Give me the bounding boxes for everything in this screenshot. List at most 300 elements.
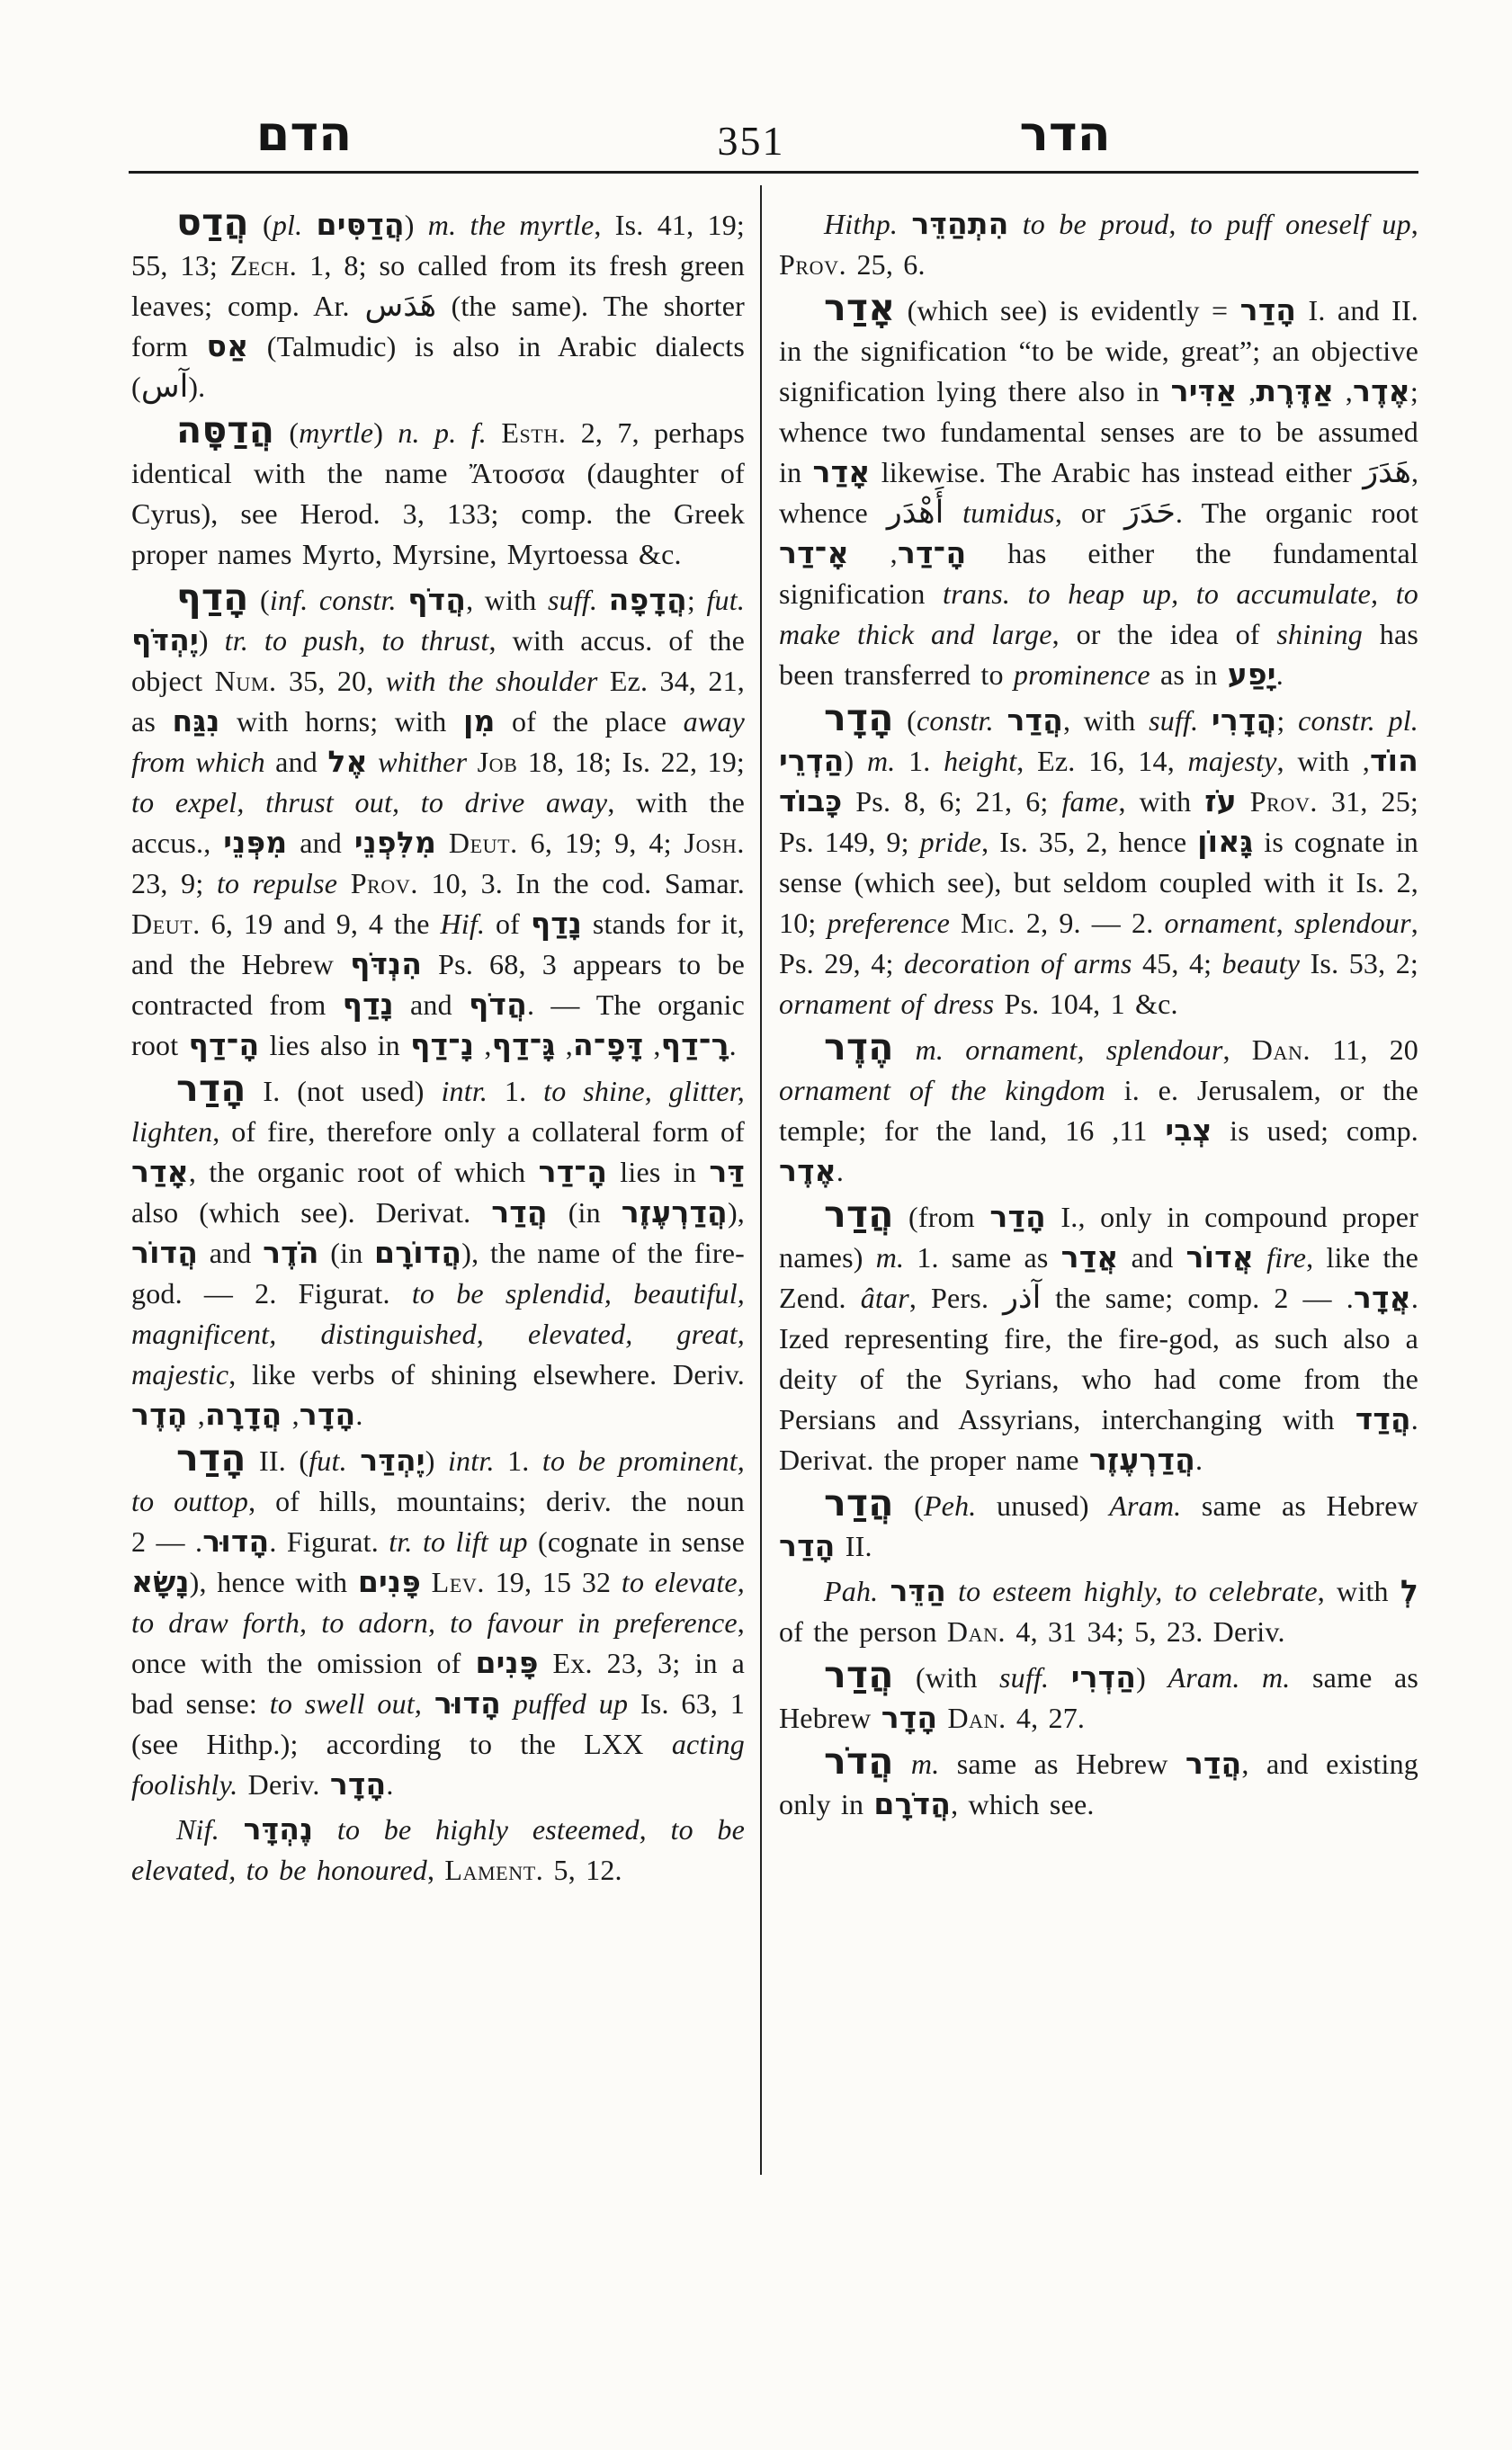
hebrew-text: אָדַר — [812, 454, 871, 489]
text-run: with the shoulder — [385, 665, 598, 697]
text-run: 45, 4; — [1132, 947, 1222, 979]
arabic-text: هَدَس — [364, 288, 437, 324]
text-run — [368, 746, 378, 778]
text-run: same as Hebrew — [779, 1661, 1418, 1734]
text-run: of the place — [495, 705, 684, 738]
hebrew-text: הֲדוֹר — [131, 1235, 199, 1270]
text-run: ornament of dress — [779, 988, 995, 1020]
hebrew-text: הַדְרִי — [1070, 1659, 1137, 1694]
text-run: ( — [248, 209, 273, 241]
header-rule — [129, 171, 1418, 174]
hebrew-text: הָדַר — [779, 1528, 836, 1563]
hebrew-text: דָּפָ־ה — [572, 1027, 644, 1062]
text-run — [1237, 785, 1250, 818]
text-run: Dan. — [947, 1702, 1007, 1734]
text-run: ), hence with — [189, 1566, 358, 1598]
text-run: 35, 20, — [276, 665, 386, 697]
text-run — [994, 704, 1007, 737]
left-column — [131, 200, 745, 1891]
text-run — [1254, 1241, 1266, 1274]
text-run: (in — [547, 1196, 622, 1229]
dictionary-entry — [779, 1192, 1418, 1480]
text-run: ornament of the kingdom — [779, 1074, 1105, 1106]
text-run: 18, 18; Is. 22, 19; — [517, 746, 746, 778]
text-run: fut. — [706, 584, 746, 616]
text-run: away from which — [131, 705, 745, 778]
text-run: has been transferred to — [779, 618, 1418, 691]
hebrew-text: הֶדֶר — [131, 1397, 188, 1432]
text-run — [337, 867, 351, 899]
dictionary-entry — [131, 1435, 745, 1805]
text-run: to expel, thrust out, to drive away — [131, 786, 608, 818]
hebrew-text: הֹדֶר — [263, 1235, 319, 1270]
hebrew-text: כָּבוֹד — [779, 783, 843, 818]
hebrew-text: אַס — [206, 328, 249, 363]
text-run: intr. — [441, 1075, 488, 1107]
text-run — [219, 1813, 244, 1846]
text-run — [436, 827, 449, 859]
text-run: Pah. — [824, 1575, 879, 1607]
dictionary-entry — [131, 200, 745, 407]
hebrew-text: הָדוּר — [434, 1685, 501, 1721]
text-run: Mic. — [961, 907, 1015, 939]
hebrew-text: הָדוּר — [202, 1524, 270, 1559]
text-run: Ps. 104, 1 &c. — [994, 988, 1178, 1020]
text-run: Num. — [214, 665, 277, 697]
text-run: , with the accus., — [131, 786, 746, 859]
text-run: , with — [466, 584, 548, 616]
text-run: shining — [1276, 618, 1364, 650]
text-run: 4, 27. — [1006, 1702, 1086, 1734]
text-run: , — [1222, 1033, 1252, 1066]
hebrew-text: הֲדַר — [1185, 1746, 1242, 1781]
text-run: Is. 53, 2; — [1300, 947, 1418, 979]
hebrew-text: יֶהְדֹּף — [131, 622, 199, 657]
text-run: . — 2. Figurat. — [131, 1525, 389, 1558]
hebrew-text: אָדַר — [131, 1154, 189, 1189]
dictionary-entry — [779, 1739, 1418, 1825]
text-run: of the person — [779, 1615, 947, 1648]
text-run: Prov. — [779, 248, 847, 281]
text-run: to esteem highly, to celebrate — [958, 1575, 1318, 1607]
text-run: , the organic root of which — [188, 1156, 539, 1188]
hebrew-text: הֲדַד — [1355, 1401, 1411, 1436]
hebrew-text: הִנְדֹּף — [350, 946, 423, 981]
hebrew-text: אֶדֶר — [779, 1153, 837, 1188]
text-run: Deut. — [448, 827, 518, 859]
hebrew-text: נִגַּח — [172, 703, 220, 738]
text-run: I., only in compound proper names) — [779, 1201, 1418, 1274]
dictionary-entry — [779, 1652, 1418, 1739]
text-run — [950, 907, 961, 939]
text-run: Nif. — [176, 1813, 219, 1846]
text-run: , and existing only in — [779, 1748, 1419, 1820]
text-run: Hif. — [440, 908, 486, 940]
text-run: and — [393, 988, 469, 1021]
text-run: unused) — [976, 1489, 1110, 1522]
hebrew-text: הֲדַרְעֶזֶר — [1088, 1442, 1196, 1477]
text-run: Aram. m. — [1168, 1661, 1291, 1694]
hebrew-text: גָּ־דַף — [491, 1027, 556, 1062]
text-run: , or — [1054, 496, 1124, 529]
hebrew-text: רָ־דַף — [660, 1027, 729, 1062]
text-run: , which see. — [951, 1788, 1095, 1820]
text-run: ) — [373, 416, 398, 449]
arabic-text: آذر — [1003, 1280, 1042, 1316]
text-run: lies in — [607, 1156, 710, 1188]
hebrew-text: הָדַר — [176, 1436, 246, 1480]
text-run: Zech. — [229, 249, 298, 282]
text-run: is cognate in sense (which see), but seldom coupled with it Is. 2, 10; — [779, 826, 1418, 939]
text-run: to elevate, to draw forth, to adorn, to favour in preference — [131, 1566, 746, 1639]
text-run: to be splendid, beautiful, magnificent, distinguished, elevated, great, majestic — [131, 1277, 745, 1390]
hebrew-text: הָדָר — [881, 1700, 938, 1735]
text-run: likewise. The Arabic has instead either — [870, 456, 1364, 488]
hebrew-text: הָדָר — [824, 696, 894, 739]
hebrew-text: הֲדַר — [824, 1481, 894, 1525]
text-run: 2, 7, perhaps identical with the name — [131, 416, 745, 489]
text-run: , — [555, 1029, 573, 1061]
hebrew-text: הֲדַר — [491, 1194, 548, 1229]
text-run — [422, 1687, 434, 1720]
text-run: 5, 12. — [543, 1854, 622, 1886]
hebrew-text: הָדַף — [176, 576, 249, 619]
text-run: , — [1362, 745, 1370, 777]
hebrew-text: הָדָר — [299, 1397, 356, 1432]
text-run: ( — [274, 416, 300, 449]
text-run — [1008, 208, 1022, 240]
hebrew-text: הָדַר — [176, 1067, 246, 1110]
hebrew-text: אַדִּיר — [1170, 373, 1238, 408]
text-run: II. — [835, 1530, 872, 1562]
text-run: , — [848, 537, 898, 569]
text-run: suff. — [1149, 704, 1199, 737]
text-run: . — [836, 1155, 845, 1187]
text-run: constr. pl. — [1298, 704, 1419, 737]
text-run: (daughter of Cyrus), see Herod. 3, 133; comp. the Greek proper names Myrto, Myrsine, Myrtoessa &c. — [131, 457, 745, 570]
text-run: 11, 20 — [1311, 1033, 1419, 1066]
text-run: constr. — [917, 704, 994, 737]
hebrew-text: הֶדֶר — [824, 1025, 894, 1069]
text-run: Is. 63, 1 (see Hithp.); according to the LXX — [131, 1687, 746, 1760]
hebrew-text: הָ־דַף — [188, 1027, 260, 1062]
hebrew-text: אָדַר — [824, 286, 896, 329]
text-run: Prov. — [350, 867, 418, 899]
hebrew-text: הַדְרֵי — [779, 743, 845, 778]
text-run: , with accus. of the object — [131, 624, 746, 697]
text-run: 11, 16 is used; comp. — [1065, 1114, 1419, 1147]
text-run: . — The organic root — [131, 988, 746, 1061]
hebrew-text: אֲדוֹר — [1185, 1239, 1254, 1274]
text-run: 1. same as — [904, 1241, 1061, 1274]
text-run: . — [729, 1029, 737, 1061]
text-run: (Talmudic) is also in Arabic dialects ( — [131, 330, 745, 403]
text-run: to shine, glitter, lighten — [131, 1075, 745, 1148]
text-run: pl. — [272, 209, 303, 241]
hebrew-text: הֲדַר — [824, 1653, 894, 1696]
text-run: , of hills, mountains; deriv. the noun — [248, 1485, 745, 1517]
text-run — [347, 1444, 360, 1477]
text-run: , — [1334, 375, 1354, 407]
text-run — [946, 1575, 958, 1607]
text-run: lies also in — [259, 1029, 411, 1061]
guide-word-left: הדם — [255, 105, 353, 162]
text-run: to be prominent, to outtop — [131, 1444, 746, 1517]
text-run: fire — [1266, 1241, 1307, 1274]
text-run: ). — [188, 371, 206, 403]
text-run — [597, 584, 608, 616]
text-run: m. ornament, splendour — [915, 1033, 1223, 1066]
text-run: m. — [866, 745, 896, 777]
hebrew-text: מִן — [462, 703, 496, 738]
right-column — [779, 200, 1418, 1825]
text-run: , Ps. 29, 4; — [779, 907, 1418, 979]
hebrew-text: מִלִּפְנֵי — [353, 825, 437, 860]
text-run: , — [474, 1029, 492, 1061]
text-run: splendour — [1293, 907, 1411, 939]
greek-text: Ἄτοσσα — [469, 457, 566, 489]
text-run: 4, 31 34; 5, 23. Deriv. — [1006, 1615, 1285, 1648]
text-run — [898, 208, 911, 240]
text-run — [501, 1687, 514, 1720]
text-run: , whence — [779, 456, 1418, 529]
hebrew-text: מִפְּנֵי — [223, 825, 288, 860]
arabic-text: هَدَرَ — [1363, 454, 1411, 490]
text-run: (from — [893, 1201, 990, 1233]
text-run: Dan. — [1251, 1033, 1311, 1066]
text-run: 1, 8; so called from its fresh green leaves; comp. Ar. — [131, 249, 745, 322]
hebrew-text: הֲדָפָה — [608, 582, 687, 617]
text-run: , — [282, 1399, 300, 1431]
text-run: ; — [686, 584, 707, 616]
text-run: ) — [1136, 1661, 1168, 1694]
text-run: , with — [1063, 704, 1150, 737]
hebrew-text: פָּנִים — [357, 1564, 422, 1599]
text-run: ( — [893, 704, 917, 737]
text-run: Job — [477, 746, 518, 778]
text-run: to repulse — [216, 867, 338, 899]
text-run: 1. — [895, 745, 944, 777]
text-run — [421, 1566, 432, 1598]
dictionary-entry — [779, 695, 1418, 1024]
text-run: 31, 25; Ps. 149, 9; — [779, 785, 1419, 858]
text-run: I. (not used) — [246, 1075, 442, 1107]
text-run: inf. constr. — [269, 584, 397, 616]
hebrew-text: אַדֶּרֶת — [1256, 373, 1335, 408]
text-run: trans. to heap up, to accumulate, to make thick and large — [779, 577, 1418, 650]
hebrew-text: אָ־דַר — [779, 535, 849, 570]
text-run: Lev. — [431, 1566, 485, 1598]
text-run — [894, 1748, 911, 1780]
text-run: of — [485, 908, 531, 940]
text-run: , Is. 35, 2, hence — [981, 826, 1198, 858]
hebrew-text: הֲדָרָה — [204, 1397, 282, 1432]
text-run: 1. — [494, 1444, 542, 1477]
text-run: , like the Zend. — [779, 1241, 1419, 1314]
text-run: ) — [404, 209, 428, 241]
text-run: (in — [318, 1237, 375, 1269]
text-run: ) — [425, 1444, 448, 1477]
text-run — [894, 1033, 916, 1066]
text-run: Dan. — [946, 1615, 1007, 1648]
text-run: Prov. — [1249, 785, 1319, 818]
text-run: m. — [910, 1748, 940, 1780]
text-run: Ps. 68, 3 appears to be contracted from — [131, 948, 745, 1021]
text-run: , Ez. 16, 14, — [1016, 745, 1188, 777]
text-run: 23, 9; — [131, 867, 217, 899]
hebrew-text: הֲדֹף — [469, 987, 527, 1022]
text-run: preference — [827, 907, 950, 939]
text-run: (cognate in sense — [527, 1525, 745, 1558]
hebrew-text: הַדֵּר — [890, 1573, 946, 1608]
text-run: , with — [1317, 1575, 1400, 1607]
hebrew-text: נָ־דַף — [410, 1027, 475, 1062]
hebrew-text: הֲדַר — [1007, 702, 1064, 738]
text-run: , like verbs of shining elsewhere. Deriv. — [228, 1358, 745, 1390]
text-run: . — [386, 1768, 394, 1801]
text-run: ) — [198, 624, 225, 657]
text-run: myrtle — [299, 416, 374, 449]
text-run: ( — [893, 1489, 924, 1522]
text-run: as in — [1150, 658, 1228, 691]
text-run: intr. — [447, 1444, 495, 1477]
text-run: , Pers. — [908, 1282, 1004, 1314]
text-run: the same; comp. — [1041, 1282, 1275, 1314]
text-run: beauty — [1221, 947, 1301, 979]
text-run: puffed up — [513, 1687, 629, 1720]
text-run: , — [643, 1029, 661, 1061]
text-run: Lament. — [444, 1854, 544, 1886]
text-run: , — [187, 1399, 205, 1431]
text-run: , with — [1276, 745, 1363, 777]
text-run: , Is. 41, 19; 55, 13; — [131, 209, 745, 282]
text-run — [302, 209, 316, 241]
text-run: . — [355, 1399, 363, 1431]
text-run: 2, 9. — 2. — [1015, 907, 1165, 939]
text-run: also (which see). Derivat. — [131, 1196, 492, 1229]
text-run: 6, 19 and 9, 4 the — [200, 908, 441, 940]
text-run — [467, 746, 477, 778]
text-run: Peh. — [923, 1489, 977, 1522]
hebrew-text: אֶדֶר — [1353, 373, 1410, 408]
hebrew-text: הָ־דַר — [897, 535, 967, 570]
text-run: ; — [1276, 704, 1299, 737]
hebrew-text: אֲדָר — [1353, 1280, 1411, 1315]
text-run: , — [1275, 907, 1294, 939]
text-run: majesty — [1187, 745, 1277, 777]
text-run: same as Hebrew — [939, 1748, 1185, 1780]
text-run: and — [264, 746, 328, 778]
dictionary-entry — [779, 200, 1418, 285]
text-run: tr. to push, to thrust — [224, 624, 489, 657]
text-run — [878, 1575, 890, 1607]
arabic-text: حَدَرَ — [1124, 495, 1176, 531]
text-run — [944, 496, 962, 529]
text-run: stands for it, and the Hebrew — [131, 908, 746, 980]
hebrew-text: גָּאוֹן — [1197, 824, 1254, 859]
text-run: to swell out, — [269, 1687, 423, 1720]
hebrew-text: דַּר — [709, 1154, 745, 1189]
text-run: Josh. — [684, 827, 745, 859]
text-run: with horns; with — [219, 705, 463, 738]
hebrew-text: הֲדַס — [176, 201, 249, 244]
hebrew-text: צְבִי — [1165, 1113, 1212, 1148]
text-run: suff. — [999, 1661, 1050, 1694]
hebrew-text: נָשָׂא — [131, 1564, 190, 1599]
hebrew-text: לְ — [1400, 1573, 1419, 1608]
text-run: , — [1410, 208, 1418, 240]
hebrew-text: הָדַר — [989, 1199, 1046, 1234]
dictionary-entry — [779, 1480, 1418, 1567]
dictionary-entry — [131, 1805, 745, 1891]
text-run: (the same). The shorter form — [131, 290, 745, 362]
hebrew-text: הוֹד — [1370, 743, 1418, 778]
text-run: pride — [919, 826, 982, 858]
dictionary-entry — [131, 575, 745, 1066]
hebrew-text: הִתְהַדֵּר — [911, 206, 1009, 241]
hebrew-text: הָדָר — [329, 1766, 387, 1802]
text-run: fut. — [309, 1444, 347, 1477]
text-run: has either the fundamental signification — [779, 537, 1418, 610]
hebrew-text: הֲדַסָּה — [176, 408, 275, 452]
dictionary-entry — [779, 1567, 1418, 1652]
text-run — [1049, 1661, 1070, 1694]
dictionary-entry — [779, 285, 1418, 695]
text-run: 6, 19; 9, 4; — [517, 827, 684, 859]
text-run: , once with the omission of — [131, 1606, 745, 1679]
text-run: , or the idea of — [1051, 618, 1277, 650]
text-run: Ez. 34, 21, as — [131, 665, 745, 738]
hebrew-text: הֲדָרִי — [1211, 702, 1277, 738]
text-run: Esth. — [501, 416, 567, 449]
text-run: , — [426, 1854, 445, 1886]
text-run: whither — [378, 746, 468, 778]
text-run: Ps. 8, 6; 21, 6; — [842, 785, 1062, 818]
text-run — [313, 1813, 337, 1846]
text-run: 19, 15 32 — [484, 1566, 622, 1598]
hebrew-text: פָּנִים — [475, 1645, 539, 1680]
text-run: . — [1195, 1444, 1203, 1476]
text-run: prominence — [1013, 658, 1150, 691]
text-run: m. the myrtle — [427, 209, 595, 241]
text-run: tumidus — [962, 496, 1055, 529]
hebrew-text: הֲדַרְעֶזֶר — [621, 1194, 728, 1229]
text-run: (with — [893, 1661, 999, 1694]
text-run: ; whence two fundamental senses are to be assumed in — [779, 375, 1419, 488]
text-run: . The organic root — [1175, 496, 1419, 529]
text-run: to be highly esteemed, to be elevated, to be honoured — [131, 1813, 746, 1886]
hebrew-text: הָ־דַר — [538, 1154, 608, 1189]
text-run: i. e. Jerusalem, or the temple; for the land, — [779, 1074, 1418, 1147]
hebrew-text: עֹז — [1204, 783, 1237, 818]
dictionary-entry — [131, 407, 745, 575]
arabic-text: أَهْدَر — [886, 495, 944, 531]
text-run — [487, 416, 501, 449]
hebrew-text: הֲדַר — [824, 1193, 894, 1236]
hebrew-text: נָדַף — [530, 906, 583, 941]
text-run: m. — [875, 1241, 905, 1274]
hebrew-text: הֲדֹף — [407, 582, 467, 617]
text-run: 25, 6. — [846, 248, 926, 281]
guide-word-right: הדר — [1019, 105, 1111, 162]
text-run: Ex. 23, 3; in a bad sense: — [131, 1647, 745, 1720]
text-run: suff. — [547, 584, 598, 616]
text-run: . — 2. Ized representing fire, the fire-god, as such also a deity of the Syrians, who had come from the Persians and Assyrians, interchanging with — [779, 1282, 1419, 1435]
text-run: tr. to lift up — [389, 1525, 528, 1558]
dictionary-entry — [131, 1066, 745, 1435]
text-run: . Derivat. the proper name — [779, 1403, 1418, 1476]
text-run: height — [944, 745, 1017, 777]
